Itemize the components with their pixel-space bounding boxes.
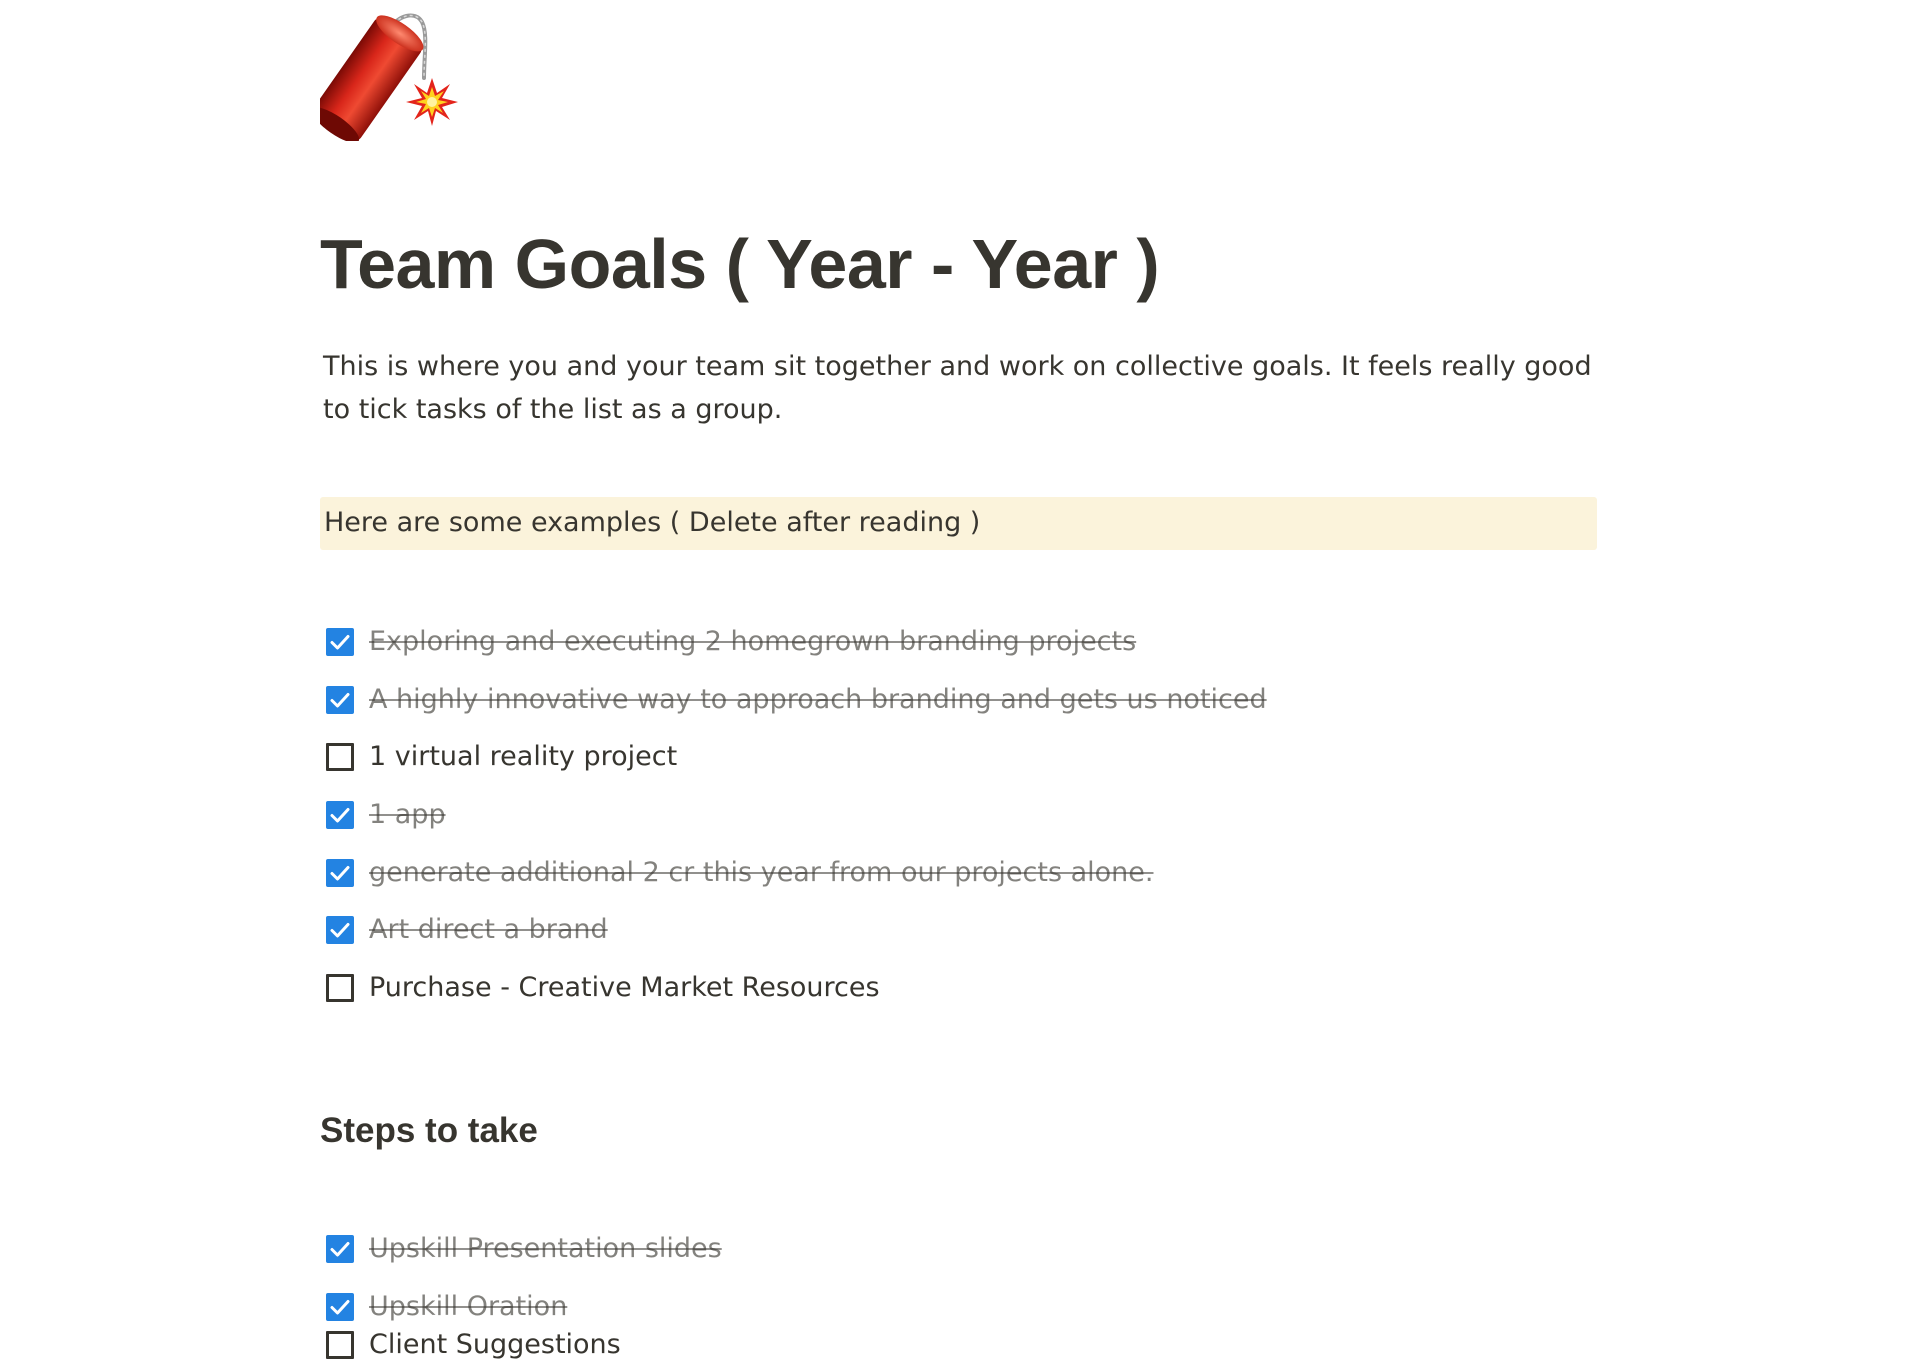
todo-label[interactable]: Art direct a brand — [369, 914, 608, 945]
callout-text: Here are some examples ( Delete after reading ) — [324, 507, 981, 538]
checkbox-unchecked[interactable] — [326, 974, 354, 1002]
checkbox-unchecked[interactable] — [326, 1331, 354, 1359]
page-content — [320, 0, 1600, 1372]
checkbox-checked[interactable] — [326, 1293, 354, 1321]
todo-label[interactable]: Client Suggestions — [369, 1329, 621, 1360]
todo-item — [326, 907, 608, 953]
checkbox-checked[interactable] — [326, 1235, 354, 1263]
todo-item — [326, 850, 1154, 896]
todo-item — [326, 792, 446, 838]
todo-label[interactable]: Purchase - Creative Market Resources — [369, 972, 880, 1003]
firecracker-icon[interactable] — [320, 6, 470, 141]
todo-label[interactable]: A highly innovative way to approach branding and gets us noticed — [369, 684, 1267, 715]
checkbox-checked[interactable] — [326, 628, 354, 656]
todo-label[interactable]: Exploring and executing 2 homegrown branding projects — [369, 626, 1137, 657]
todo-label[interactable]: generate additional 2 cr this year from our projects alone. — [369, 857, 1154, 888]
todo-item — [326, 734, 677, 780]
todo-label[interactable]: 1 app — [369, 799, 446, 830]
todo-label[interactable]: Upskill Oration — [369, 1291, 568, 1322]
checkbox-unchecked[interactable] — [326, 743, 354, 771]
todo-item — [326, 965, 880, 1011]
section-heading[interactable]: Steps to take — [320, 1111, 538, 1150]
todo-item — [326, 1226, 722, 1272]
todo-item — [326, 1322, 621, 1368]
examples-callout[interactable] — [320, 497, 1597, 550]
checkbox-checked[interactable] — [326, 801, 354, 829]
checkbox-checked[interactable] — [326, 859, 354, 887]
todo-label[interactable]: 1 virtual reality project — [369, 741, 678, 772]
todo-label[interactable]: Upskill Presentation slides — [369, 1233, 722, 1264]
checkbox-checked[interactable] — [326, 686, 354, 714]
checkbox-checked[interactable] — [326, 916, 354, 944]
todo-item — [326, 619, 1136, 665]
page-description[interactable]: This is where you and your team sit together and work on collective goals. It feels really good to tick tasks of the list as a group. — [323, 351, 1592, 425]
page-title[interactable]: Team Goals ( Year - Year ) — [320, 225, 1160, 303]
todo-item — [326, 677, 1267, 723]
